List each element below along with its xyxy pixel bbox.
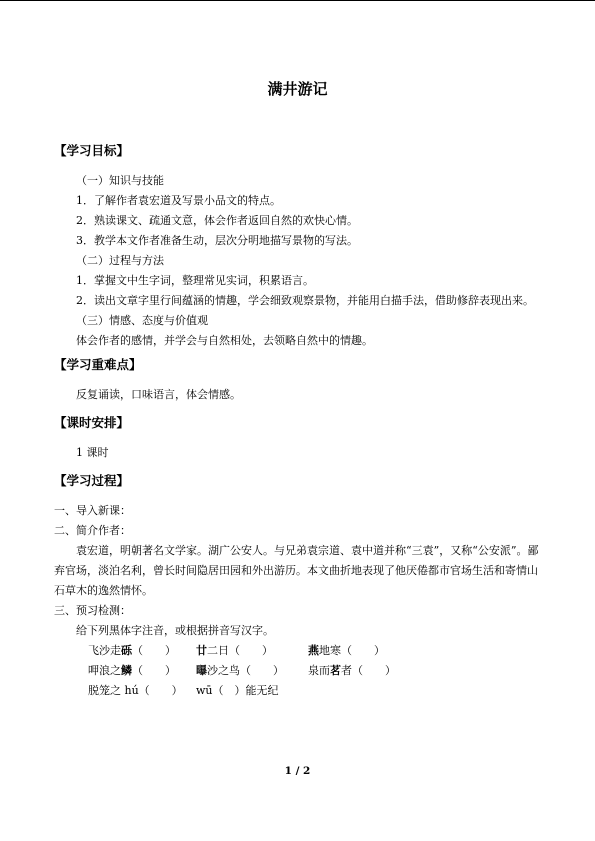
exercise-item: 脱笼之 hú（ ）	[88, 684, 183, 697]
exercise-row	[54, 661, 544, 681]
goals-sub3: （三）情感、态度与价值观	[76, 314, 208, 327]
page-number: 1 / 2	[284, 765, 311, 777]
goals-sub1: （一）知识与技能	[76, 174, 164, 187]
exercise-instruction: 给下列黑体字注音，或根据拼音写汉字。	[76, 624, 274, 637]
process-step-3: 三、预习检测：	[54, 604, 131, 617]
exercise-item: 曝沙之鸟（ ）	[196, 664, 284, 677]
goals-k2: 2．熟读课文、疏通文意，体会作者返回自然的欢快心情。	[76, 214, 358, 227]
key-points-text: 反复诵读，口味语言，体会情感。	[76, 388, 241, 401]
goals-k3: 3．教学本文作者准备生动，层次分明地描写景物的写法。	[76, 234, 358, 247]
process-step-2: 二、简介作者：	[54, 524, 131, 537]
page-title: 满井游记	[267, 80, 328, 98]
exercise-row	[54, 681, 544, 701]
goals-p1: 1．掌握文中生字词，整理常见实词，积累语言。	[76, 274, 314, 287]
process-step-1: 一、导入新课：	[54, 504, 131, 517]
document-body	[54, 137, 544, 701]
goals-p2: 2．读出文章字里行间蕴涵的情趣，学会细致观察景物，并能用白描手法，借助修辞表现出来。	[76, 294, 534, 307]
section-heading-process: 【学习过程】	[54, 473, 130, 488]
section-heading-schedule: 【课时安排】	[54, 415, 130, 430]
exercise-item: 燕地寒（ ）	[308, 644, 385, 657]
top-rule	[0, 0, 595, 1]
exercise-item: 泉而茗者（ ）	[308, 664, 396, 677]
goals-k1: 1．了解作者袁宏道及写景小品文的特点。	[76, 194, 281, 207]
exercise-item: 飞沙走砾（ ）	[88, 644, 176, 657]
exercise-item: 廿二日（ ）	[196, 644, 273, 657]
exercise-item: 呷浪之鳞（ ）	[88, 664, 176, 677]
author-intro-paragraph: 袁宏道，明朝著名文学家。湖广公安人。与兄弟袁宗道、袁中道并称“三袁”，又称“公安派”。鄙弃官场，淡泊名利，曾长时间隐居田园和外出游历。本文曲折地表现了他厌倦都市官场生活和寄情山石草木的逸然情怀。	[54, 544, 539, 597]
schedule-text: 1 课时	[76, 446, 109, 459]
goals-e1: 体会作者的感情，并学会与自然相处，去领略自然中的情趣。	[76, 334, 373, 347]
section-heading-key-points: 【学习重难点】	[54, 357, 142, 372]
exercise-item: wū（ ）能无纪	[196, 684, 279, 697]
exercise-row	[54, 641, 544, 661]
section-heading-goals: 【学习目标】	[54, 143, 130, 158]
goals-sub2: （二）过程与方法	[76, 254, 164, 267]
